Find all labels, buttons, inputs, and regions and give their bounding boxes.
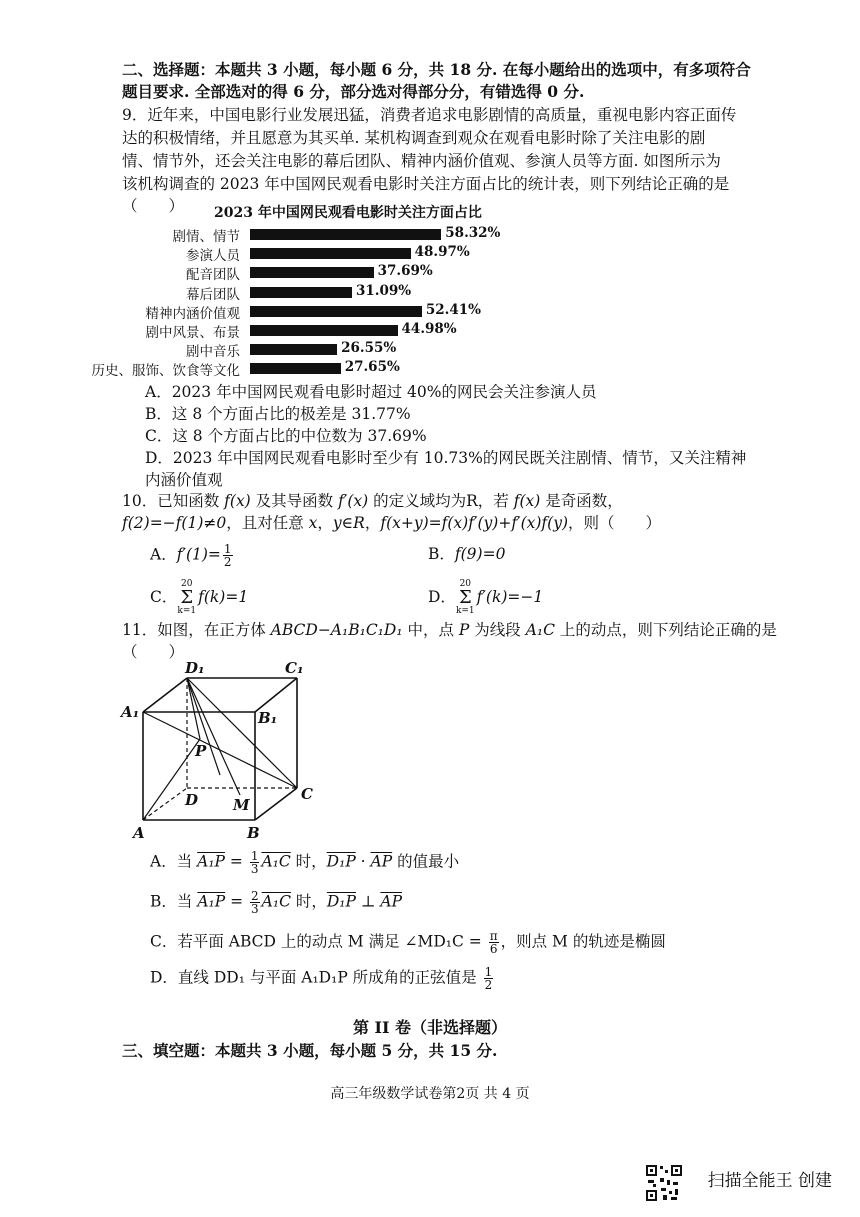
- page-footer: 高三年级数学试卷第2页 共 4 页: [330, 1086, 530, 1102]
- bar-label: 剧中风景、布景: [145, 325, 240, 341]
- label-c: C: [301, 785, 313, 803]
- sum-upper: 20: [459, 579, 472, 589]
- q10-math: f(x): [513, 492, 541, 510]
- q10-text: 是奇函数，: [540, 492, 623, 510]
- edge-b1-c1: [255, 678, 297, 712]
- bar-value-label: 26.55%: [341, 340, 397, 357]
- q11-text: C．若平面 ABCD 上的动点 M 满足 ∠MD₁C =: [150, 932, 487, 951]
- q9-line2: 达的积极情绪，并且愿意为其买单. 某机构调查到观众在观看电影时除了关注电影的剧: [122, 129, 706, 147]
- bar-label: 剧中音乐: [186, 344, 240, 361]
- q11-text: ·: [355, 852, 371, 871]
- fraction-denominator: 3: [250, 862, 259, 876]
- bar: [250, 248, 411, 259]
- q10-line1: [122, 490, 623, 512]
- fraction: [489, 930, 499, 955]
- segment-d1-c: [187, 678, 297, 788]
- bar-value-label: 58.32%: [445, 225, 501, 241]
- fraction-numerator: 1: [484, 965, 493, 979]
- option-label: D．: [428, 588, 456, 606]
- q11-option-a: [150, 850, 459, 875]
- q9-line5: （ ）: [122, 197, 185, 215]
- q11-option-c: [150, 930, 666, 955]
- bar-value-label: 31.09%: [355, 282, 412, 299]
- q10-math: f(k)=1: [198, 588, 249, 606]
- bar-value-label: 37.69%: [377, 263, 433, 280]
- label-b: B: [247, 824, 260, 842]
- cube-figure: [115, 655, 325, 845]
- label-d: D: [185, 791, 199, 809]
- q10-text: ，: [364, 514, 381, 532]
- bar-value-label: 52.41%: [425, 301, 481, 318]
- q10-option-b: [428, 543, 505, 565]
- sum-symbol: Σ: [180, 587, 194, 608]
- bar: [250, 325, 398, 336]
- q9-option-a: A．2023 年中国网民观看电影时超过 40%的网民会关注参演人员: [145, 383, 597, 401]
- label-d1: D₁: [185, 659, 205, 677]
- section2-header-line2: 题目要求. 全部选对的得 6 分，部分选对得部分分，有错选得 0 分.: [122, 82, 585, 101]
- q10-text: ，则（ ）: [568, 514, 662, 532]
- fraction: [484, 966, 494, 991]
- bar-label: 幕后团队: [186, 286, 240, 303]
- q10-math: f(9)=0: [454, 545, 506, 563]
- bar: [250, 267, 374, 278]
- label-a1: A₁: [121, 703, 140, 721]
- bar: [250, 287, 352, 298]
- q10-option-d: [428, 580, 543, 616]
- fraction-numerator: 1: [250, 849, 259, 863]
- qr-code-icon: [645, 1164, 683, 1202]
- bar-label: 剧情、情节: [172, 229, 240, 245]
- q10-text: 10．已知函数: [122, 492, 225, 510]
- q11-text: 为线段: [469, 621, 526, 639]
- vector: A₁C: [261, 892, 291, 911]
- q10-option-c: [150, 580, 248, 616]
- q10-option-a: [150, 543, 235, 568]
- fraction: [223, 543, 233, 568]
- label-b1: B₁: [258, 709, 278, 727]
- q10-math: f′(k)=−1: [476, 588, 544, 606]
- q11-text: 上的动点，则下列结论正确的是: [554, 621, 777, 639]
- label-m: M: [233, 796, 250, 814]
- bar-value-label: 44.98%: [401, 321, 457, 337]
- q11-text: =: [225, 892, 249, 911]
- vector: $\overline{AP}$: [380, 892, 403, 911]
- q10-math: f(2)=−f(1)≠0: [122, 514, 227, 532]
- label-c1: C₁: [285, 659, 304, 677]
- vector: $\overline{AP}$: [370, 852, 393, 871]
- q9-option-d-line2: 内涵价值观: [145, 471, 223, 489]
- q9-line1: 9．近年来，中国电影行业发展迅猛，消费者追求电影剧情的高质量，重视电影内容正面传: [122, 106, 737, 124]
- q11-text: B．当: [150, 892, 198, 911]
- section2-header-line1: 二、选择题：本题共 3 小题，每小题 6 分，共 18 分. 在每小题给出的选项中，有多项符合: [122, 60, 751, 79]
- bar-value-label: 48.97%: [414, 244, 470, 261]
- bar: [250, 344, 337, 355]
- fraction-denominator: 6: [489, 942, 498, 956]
- vector: D₁P: [326, 892, 356, 911]
- edge-b-c: [255, 788, 297, 820]
- bar: [250, 229, 441, 240]
- q11-text: 的值最小: [392, 852, 460, 871]
- option-label: C．: [150, 588, 178, 606]
- q10-math: f′(x): [338, 492, 369, 510]
- q9-option-c: C．这 8 个方面占比的中位数为 37.69%: [145, 427, 427, 445]
- q11-text: ，则点 M 的轨迹是椭圆: [500, 932, 666, 951]
- fraction-denominator: 3: [251, 902, 259, 916]
- q10-math: y∈R: [332, 514, 365, 532]
- part2-title: 第 II 卷（非选择题）: [352, 1018, 508, 1037]
- section3-header: 三、填空题：本题共 3 小题，每小题 5 分，共 15 分.: [122, 1041, 498, 1060]
- bar-label: 精神内涵价值观: [145, 305, 240, 322]
- sum-lower: k=1: [455, 606, 475, 616]
- q11-line1: [122, 619, 777, 641]
- label-a: A: [133, 824, 145, 842]
- vector: A₁C: [261, 852, 291, 871]
- q11-text: D．直线 DD₁ 与平面 A₁D₁P 所成角的正弦值是: [150, 968, 482, 987]
- segment-d1-m: [187, 678, 240, 795]
- chart-title: 2023 年中国网民观看电影时关注方面占比: [214, 205, 482, 221]
- segment-d1-diag: [187, 678, 220, 775]
- fraction-numerator: π: [489, 929, 498, 943]
- q10-math: x: [308, 514, 318, 532]
- q11-text: A．当: [150, 852, 198, 871]
- vector: D₁P: [326, 852, 356, 871]
- fraction-denominator: 2: [484, 978, 493, 992]
- q10-text: 的定义域均为R，若: [368, 492, 514, 510]
- option-label: A．: [150, 545, 177, 564]
- sum-upper: 20: [181, 579, 193, 589]
- q11-option-b: [150, 890, 402, 915]
- fraction: [250, 890, 260, 915]
- q10-text: 及其导函数: [250, 492, 339, 510]
- option-label: B．: [428, 545, 455, 563]
- q9-line3: 情、情节外，还会关注电影的幕后团队、精神内涵价值观、参演人员等方面. 如图所示为: [122, 152, 721, 170]
- q10-math: f′(1)=: [176, 545, 221, 564]
- bar-label: 参演人员: [186, 248, 240, 265]
- bar-label: 配音团队: [186, 267, 240, 284]
- fraction: [250, 850, 260, 875]
- q11-math: A₁C: [525, 621, 555, 639]
- q10-math: f(x+y)=f(x)f′(y)+f′(x)f(y): [380, 514, 568, 532]
- q11-math: P: [458, 621, 470, 639]
- q11-text: 时，: [290, 892, 327, 911]
- q11-text: 中，点: [402, 621, 459, 639]
- sum-lower: k=1: [177, 606, 197, 616]
- hidden-edge-a-d: [143, 788, 187, 820]
- sum-symbol: Σ: [458, 587, 472, 608]
- summation: [177, 580, 196, 616]
- q10-text: ，且对任意: [226, 514, 309, 532]
- vector: A₁P: [197, 892, 226, 911]
- scanner-watermark: 扫描全能王 创建: [707, 1171, 832, 1191]
- q9-option-b: B．这 8 个方面占比的极差是 31.77%: [145, 405, 411, 423]
- vector: A₁P: [197, 852, 225, 871]
- summation: [456, 580, 475, 616]
- segment-d1-p: [187, 678, 200, 739]
- bar: [250, 363, 341, 374]
- bar-value-label: 27.65%: [344, 359, 400, 376]
- fraction-denominator: 2: [223, 555, 232, 569]
- edge-a1-d1: [143, 678, 187, 712]
- q11-text: 11．如图，在正方体: [122, 621, 271, 639]
- q10-text: ，: [317, 514, 333, 532]
- q11-text: =: [224, 852, 248, 871]
- q11-text: ⊥: [355, 892, 381, 911]
- bar-label: 历史、服饰、饮食等文化: [91, 363, 240, 380]
- q10-math: f(x): [224, 492, 251, 510]
- q11-text: 时，: [290, 852, 327, 871]
- fraction-numerator: 1: [223, 542, 232, 556]
- label-p: P: [195, 742, 207, 760]
- q11-option-d: [150, 966, 495, 991]
- q9-line4: 该机构调查的 2023 年中国网民观看电影时关注方面占比的统计表，则下列结论正确的是: [122, 175, 730, 193]
- q11-math: ABCD−A₁B₁C₁D₁: [270, 621, 403, 639]
- q9-option-d-line1: D．2023 年中国网民观看电影时至少有 10.73%的网民既关注剧情、情节，又关注精神: [145, 449, 747, 467]
- q11-line2: （ ）: [122, 643, 185, 661]
- q10-line2: [122, 512, 661, 534]
- bar: [250, 306, 422, 317]
- fraction-numerator: 2: [251, 889, 259, 903]
